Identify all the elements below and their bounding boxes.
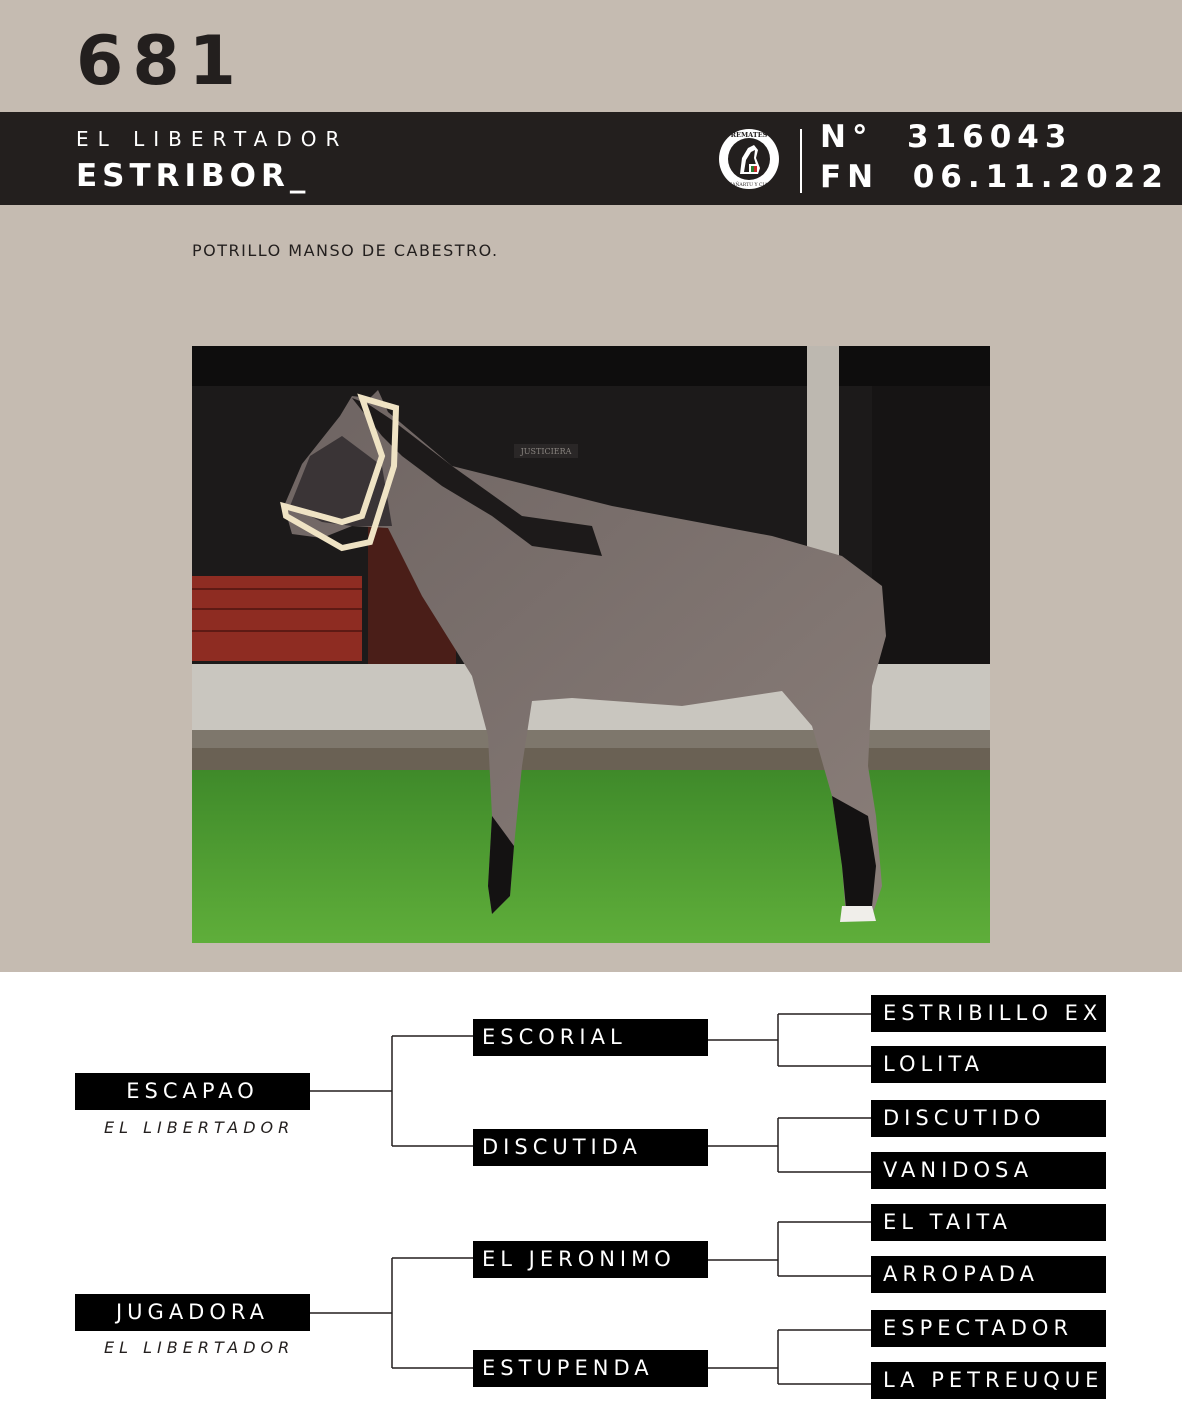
sire-sire-box: ESCORIAL [473,1019,708,1056]
birth-date: FN 06.11.2022 [820,159,1169,195]
horse-photo [192,346,990,943]
lot-number: 681 [76,22,245,101]
dam-box: JUGADORA [75,1294,310,1331]
sire-dam-box: DISCUTIDA [473,1129,708,1166]
sire-breeder: EL LIBERTADOR [104,1118,295,1137]
great-grandparent-box: ARROPADA [871,1256,1106,1293]
great-grandparent-box: EL TAITA [871,1204,1106,1241]
breeder-name: EL LIBERTADOR [76,127,349,151]
remates-logo [718,128,780,190]
svg-text:REMATES: REMATES [730,131,768,139]
great-grandparent-box: ESTRIBILLO EX R [871,995,1106,1032]
svg-text:ZAÑARTU Y CIA.: ZAÑARTU Y CIA. [728,183,770,188]
great-grandparent-box: DISCUTIDO [871,1100,1106,1137]
sire-box: ESCAPAO [75,1073,310,1110]
great-grandparent-box: ESPECTADOR [871,1310,1106,1347]
great-grandparent-box: LA PETREUQUE [871,1362,1106,1399]
great-grandparent-box: VANIDOSA [871,1152,1106,1189]
dam-dam-box: ESTUPENDA [473,1350,708,1387]
registry-number: N° 316043 [820,119,1073,155]
svg-text:JUSTICIERA: JUSTICIERA [520,447,572,456]
header-separator [800,129,802,193]
great-grandparent-box: LOLITA [871,1046,1106,1083]
horse-name: ESTRIBOR_ [76,158,311,194]
description: POTRILLO MANSO DE CABESTRO. [192,241,499,260]
dam-breeder: EL LIBERTADOR [104,1338,295,1357]
dam-sire-box: EL JERONIMO [473,1241,708,1278]
